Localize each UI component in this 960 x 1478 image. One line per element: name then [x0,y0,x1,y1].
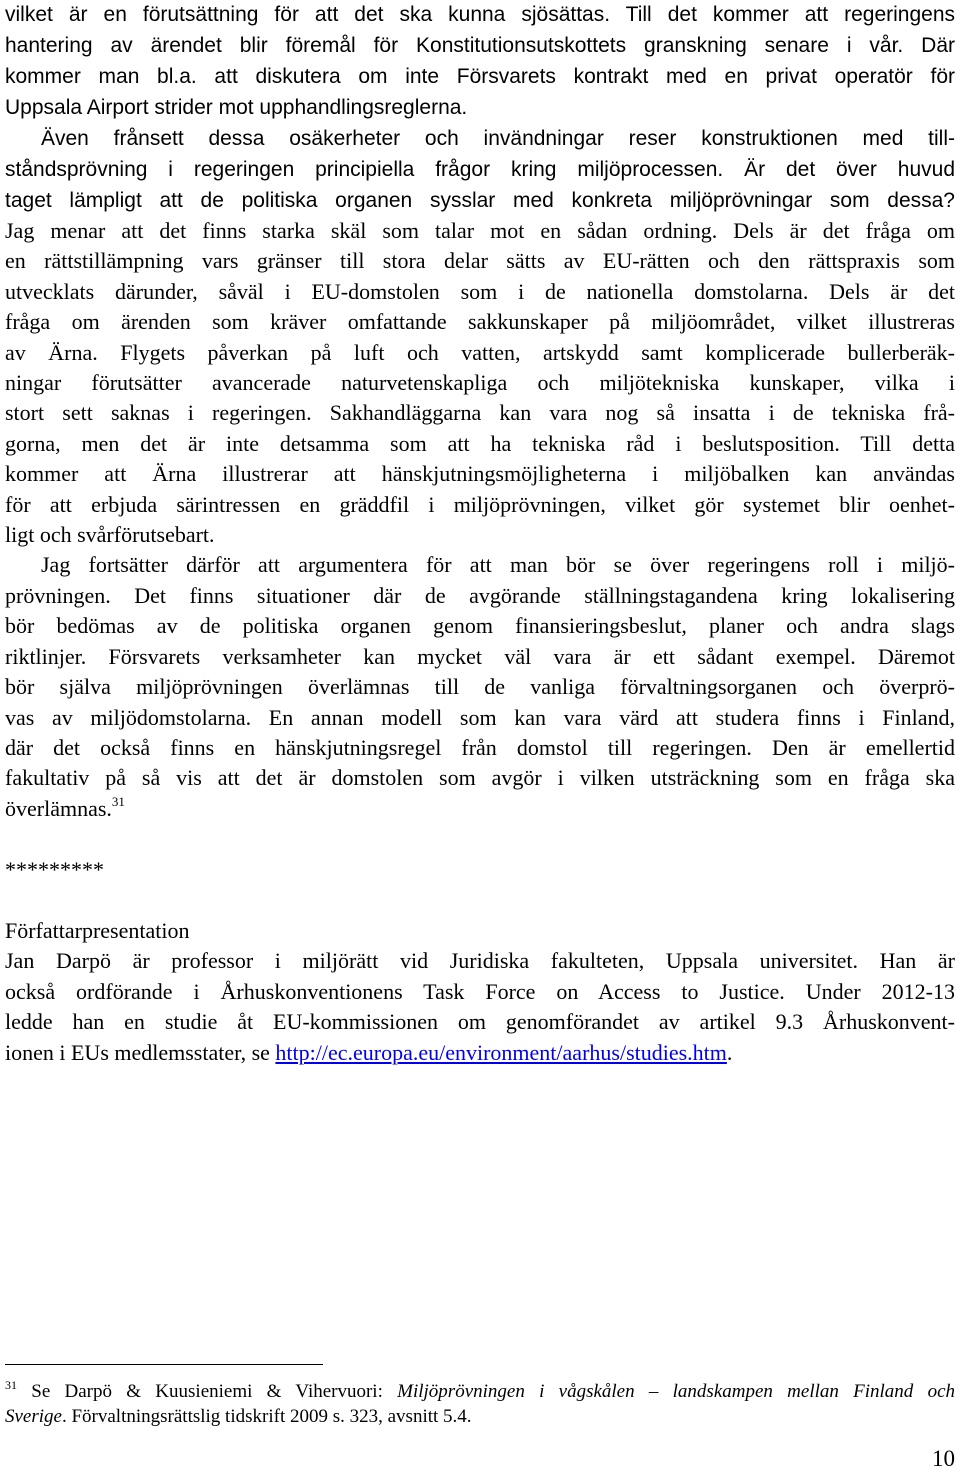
text-line: bör själva miljöprövningen överlämnas till de vanliga förvaltningsorganen och överprö- [5,674,955,699]
text-line: gorna, men det är inte detsamma som att ha tekniska råd i beslutsposition. Till detta [5,431,955,456]
footnote-title: Sverige [5,1406,62,1427]
text-line: bör bedömas av de politiska organen genom finansieringsbeslut, planer och andra slags [5,613,955,638]
footnote-divider [5,1364,323,1365]
text-line: vas av miljödomstolarna. En annan modell som kan vara värd att studera finns i Finland, [5,705,955,730]
text-line: Uppsala Airport strider mot upphandlingsreglerna. [5,96,468,119]
text-line: fakultativ på så vis att det är domstolen som avgör i vilken utsträckning som en fråga ska [5,765,955,790]
text-line: taget lämpligt att de politiska organen sysslar med konkreta miljöprövningar som dessa? [5,189,955,212]
author-heading: Författarpresentation [5,918,190,943]
text-line: fråga om ärenden som kräver omfattande sakkunskaper på miljöområdet, vilket illustreras [5,309,955,334]
text-line: riktlinjer. Försvarets verksamheter kan mycket väl vara är ett sådant exempel. Däremot [5,644,955,669]
author-text-end: . [726,1040,733,1065]
footnote-reference[interactable]: 31 [111,794,125,809]
text-line: stort sett saknas i regeringen. Sakhandläggarna kan vara nog så insatta i de tekniska frå- [5,400,955,425]
author-text-line-last [5,1040,955,1066]
footnote-rest: . Förvaltningsrättslig tidskrift 2009 s. 323, avsnitt 5.4. [61,1406,472,1427]
footnote-number: 31 [5,1378,17,1392]
text-line: ståndsprövning i regeringen principiella frågor kring miljöprocessen. Är det över huvud [5,158,955,181]
page-number: 10 [932,1446,955,1471]
footnote-title: Miljöprövningen i vågskålen – landskampen mellan Finland och [397,1381,955,1402]
text-line: ningar förutsätter avancerade naturvetenskapliga och miljötekniska kunskaper, vilka i [5,370,955,395]
text-line: kommer att Ärna illustrerar att hänskjutningsmöjligheterna i miljöbalken kan användas [5,461,955,486]
text-line: där det också finns en hänskjutningsregel från domstol till regeringen. Den är emellertid [5,735,955,760]
author-text-line: Jan Darpö är professor i miljörätt vid Juridiska fakulteten, Uppsala universitet. Han är [5,948,955,973]
footnote-line [5,1380,955,1404]
text-line: utvecklats därunder, såväl i EU-domstolen som i de nationella domstolarna. Dels är det [5,279,955,304]
author-text-line: också ordförande i Århuskonventionens Task Force on Access to Justice. Under 2012-13 [5,979,955,1004]
text-line: Jag fortsätter därför att argumentera för att man bör se över regeringens roll i miljö- [41,552,955,577]
text-line: av Ärna. Flygets påverkan på luft och vatten, artskydd samt komplicerade bullerberäk- [5,340,955,365]
text-line: kommer man bl.a. att diskutera om inte Försvarets kontrakt med en privat operatör för [5,65,955,88]
text-line: prövningen. Det finns situationer där de avgörande ställningstagandena kring lokalisering [5,583,955,608]
text-line: Jag menar att det finns starka skäl som talar mot en sådan ordning. Dels är det fråga om [5,218,955,243]
author-text-line: ledde han en studie åt EU-kommissionen om genomförandet av artikel 9.3 Århuskonvent- [5,1009,955,1034]
studies-link[interactable]: http://ec.europa.eu/environment/aarhus/studies.htm [275,1040,727,1065]
footnote-lead: Se Darpö & Kuusieniemi & Vihervuori: [17,1381,398,1402]
text-line: ligt och svårförutsebart. [5,522,215,547]
text-line: Även frånsett dessa osäkerheter och invändningar reser konstruktionen med till- [41,127,955,150]
text-line: hantering av ärendet blir föremål för Konstitutionsutskottets granskning senare i vår. Där [5,34,955,57]
section-separator: ********* [5,857,104,882]
text-line: vilket är en förutsättning för att det ska kunna sjösättas. Till det kommer att regeringens [5,3,955,26]
author-text: ionen i EUs medlemsstater, se [5,1040,276,1065]
text-line: för att erbjuda särintressen en gräddfil i miljöprövningen, vilket gör systemet blir oenhet- [5,492,955,517]
text-line-last [5,796,955,822]
text-line-content: överlämnas. [5,796,112,821]
footnote-line [5,1405,955,1429]
text-line: en rättstillämpning vars gränser till stora delar sätts av EU-rätten och den rättspraxis som [5,248,955,273]
